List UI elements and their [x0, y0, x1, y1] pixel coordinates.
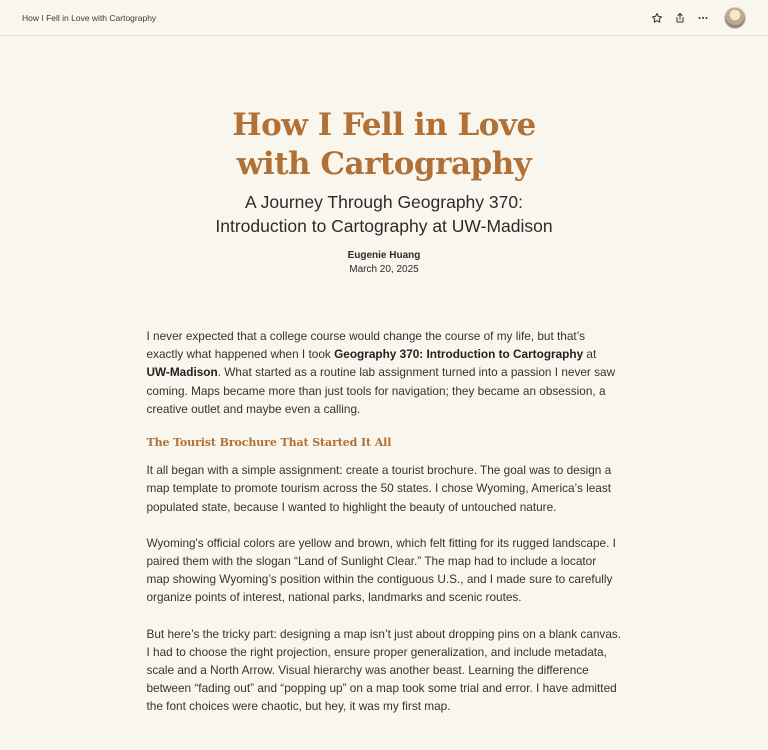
article-title — [0, 106, 768, 184]
title-line-1: How I Fell in Love — [232, 107, 536, 143]
more-icon[interactable] — [692, 7, 714, 29]
paragraph: But here’s the tricky part: designing a map isn’t just about dropping pins on a blank canvas. I had to choose the right projection, ensure proper generalization, and include metadata, scale and a North Arrow. Visual hierarchy was another beast. Learning the difference between “fading out” and “popping up” on a map took some trial and error. I have admitted the font choices were chaotic, but hey, it was my first map. — [146, 626, 622, 714]
top-actions — [645, 7, 746, 29]
subtitle-line-1: A Journey Through Geography 370: — [245, 192, 523, 212]
subtitle-line-2: Introduction to Cartography at UW-Madison — [215, 216, 553, 236]
top-bar — [0, 0, 768, 36]
avatar[interactable] — [724, 7, 746, 29]
author-name: Eugenie Huang — [347, 250, 421, 261]
section-heading: The Tourist Brochure That Started It All — [146, 436, 392, 450]
star-icon[interactable] — [646, 7, 668, 29]
share-icon[interactable] — [669, 7, 691, 29]
title-line-2: with Cartography — [236, 146, 532, 182]
paragraph: It all began with a simple assignment: create a tourist brochure. The goal was to design a map template to promote tourism across the 50 states. I chose Wyoming, America’s least populated state, because I wanted to highlight the beauty of untouched nature. — [146, 463, 612, 514]
article-header — [0, 106, 768, 275]
article-body — [147, 327, 622, 716]
page-title-small: How I Fell in Love with Cartography — [22, 12, 157, 23]
paragraph-intro: I never expected that a college course would change the course of my life, but that’s exactly what happened when I took Geography 370: Introduction to Cartography at UW-Madison. What started as a routine lab assignment turned into a passion I never saw coming. Maps became more than just tools for navigation; they became an obsession, a creative outlet and maybe even a calling. — [146, 329, 616, 416]
article-subtitle — [0, 190, 768, 238]
paragraph: Wyoming's official colors are yellow and brown, which felt fitting for its rugged landscape. I paired them with the slogan “Land of Sunlight Clear.” The map had to include a locator map showing Wyoming’s position within the contiguous U.S., and I made sure to carefully organize points of interest, national parks, landmarks and scenic routes. — [146, 535, 616, 605]
publish-date: March 20, 2025 — [349, 264, 419, 275]
